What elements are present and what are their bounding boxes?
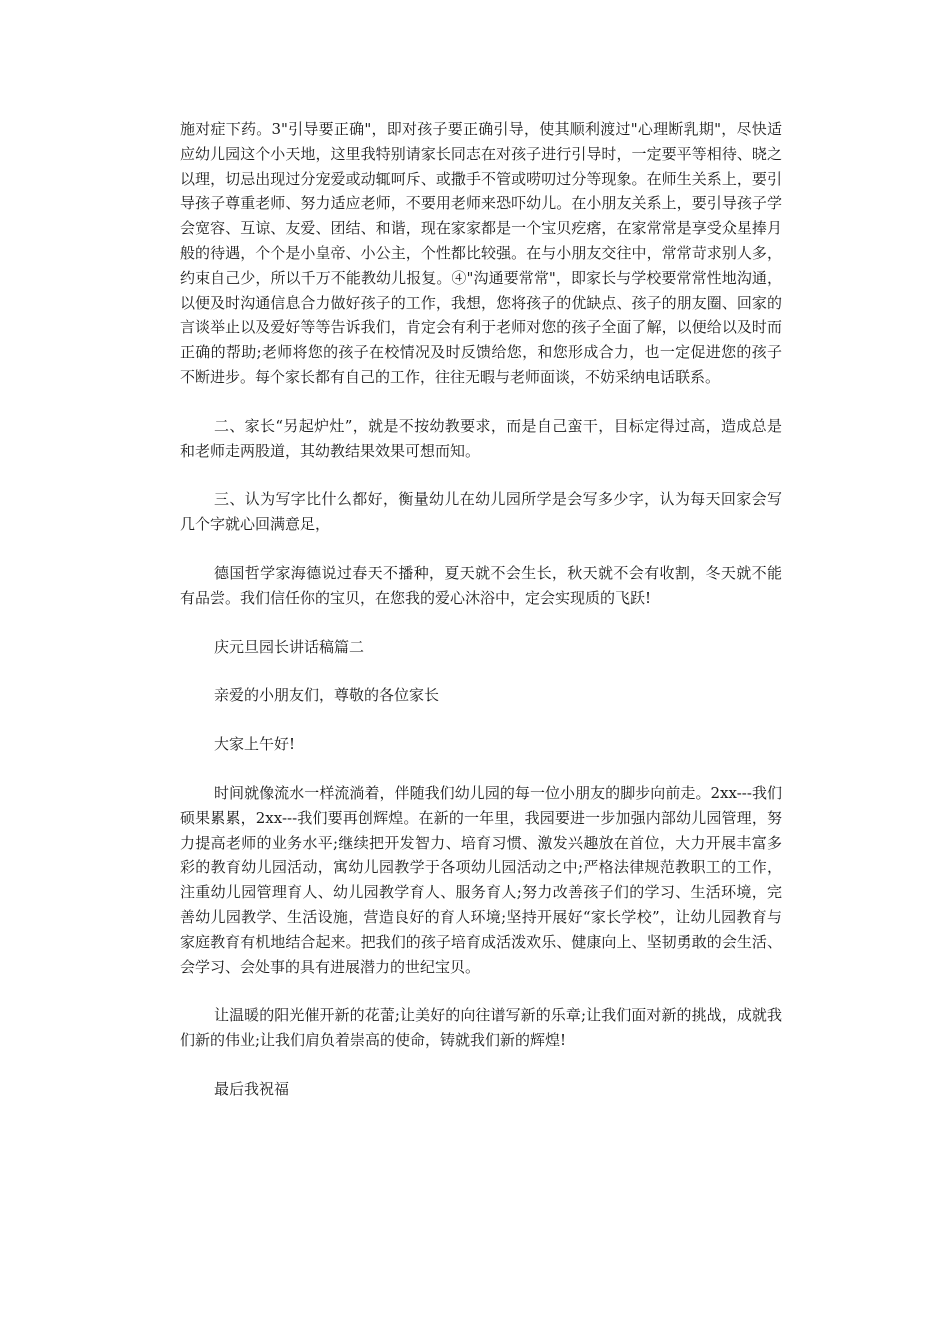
body-paragraph: 施对症下药。3"引导要正确"，即对孩子要正确引导，使其顺利渡过"心理断乳期"，尽快适应幼儿园这个小天地，这里我特别请家长同志在对孩子进行引导时，一定要平等相待、晓之以理，切忌出现过分宠爱或动辄呵斥、或撒手不管或唠叨过分等现象。在师生关系上，要引导孩子尊重老师、努力适应老师，不要用老师来恐吓幼儿。在小朋友关系上，要引导孩子学会宽容、互谅、友爱、团结、和谐，现在家家都是一个宝贝疙瘩，在家常常是享受众星捧月般的待遇，个个是小皇帝、小公主，个性都比较强。在与小朋友交往中，常常苛求别人多，约束自己少，所以千万不能教幼儿报复。④"沟通要常常"，即家长与学校要常常性地沟通，以便及时沟通信息合力做好孩子的工作，我想，您将孩子的优缺点、孩子的朋友圈、回家的言谈举止以及爱好等等告诉我们，肯定会有利于老师对您的孩子全面了解，以便给以及时而正确的帮助;老师将您的孩子在校情况及时反馈给您，和您形成合力，也一定促进您的孩子不断进步。每个家长都有自己的工作，往往无暇与老师面谈，不妨采纳电话联系。 (180, 120, 782, 386)
salutation: 亲爱的小朋友们，尊敬的各位家长 (214, 686, 440, 705)
body-paragraph: 德国哲学家海德说过春天不播种，夏天就不会生长，秋天就不会有收割，冬天就不能有品尝。我们信任你的宝贝，在您我的爱心沐浴中，定会实现质的飞跃! (180, 563, 782, 607)
body-paragraph: 二、家长“另起炉灶”，就是不按幼教要求，而是自己蛮干，目标定得过高，造成总是和老师走两股道，其幼教结果效果可想而知。 (180, 416, 782, 460)
document-page (180, 117, 782, 1126)
section-title: 庆元旦园长讲话稿篇二 (214, 637, 365, 656)
body-paragraph: 让温暖的阳光催开新的花蕾;让美好的向往谱写新的乐章;让我们面对新的挑战，成就我们新的伟业;让我们肩负着崇高的使命，铸就我们新的辉煌! (180, 1006, 782, 1050)
body-paragraph: 三、认为写字比什么都好，衡量幼儿在幼儿园所学是会写多少字，认为每天回家会写几个字就心回满意足， (180, 490, 782, 534)
closing-line: 最后我祝福 (214, 1079, 290, 1098)
body-paragraph: 时间就像流水一样流淌着，伴随我们幼儿园的每一位小朋友的脚步向前走。2xx---我们硕果累累，2xx---我们要再创辉煌。在新的一年里，我园要进一步加强内部幼儿园管理，努力提高老师的业务水平;继续把开发智力、培育习惯、激发兴趣放在首位，大力开展丰富多彩的教育幼儿园活动，寓幼儿园教学于各项幼儿园活动之中;严格法律规范教职工的工作，注重幼儿园管理育人、幼儿园教学育人、服务育人;努力改善孩子们的学习、生活环境，完善幼儿园教学、生活设施，营造良好的育人环境;坚持开展好“家长学校”，让幼儿园教育与家庭教育有机地结合起来。把我们的孩子培育成活泼欢乐、健康向上、坚韧勇敢的会生活、会学习、会处事的具有进展潜力的世纪宝贝。 (180, 783, 782, 976)
greeting: 大家上午好! (214, 735, 296, 754)
